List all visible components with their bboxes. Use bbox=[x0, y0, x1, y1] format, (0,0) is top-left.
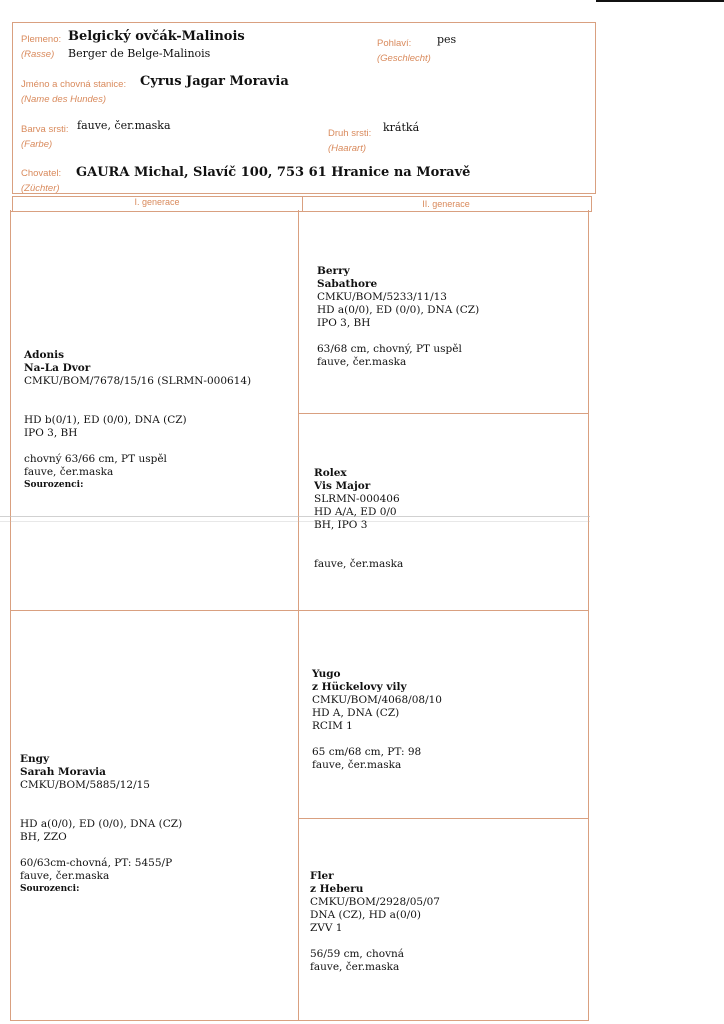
breed-label bbox=[21, 34, 61, 60]
dam-health: HD a(0/0), ED (0/0), DNA (CZ) bbox=[20, 818, 183, 830]
breeder-label-de: (Züchter) bbox=[21, 183, 60, 194]
dam-entry bbox=[20, 753, 182, 896]
sire-entry bbox=[24, 349, 251, 492]
dam-dam-entry bbox=[310, 870, 440, 974]
grid-generation-divider bbox=[298, 210, 299, 1020]
dam-dam-name: Fler bbox=[310, 870, 334, 882]
gen1-heading: I. generace bbox=[134, 197, 180, 207]
sire-siblings-label: Sourozenci: bbox=[24, 480, 84, 490]
sex-label-de: (Geschlecht) bbox=[377, 53, 431, 64]
coat-label bbox=[328, 128, 371, 154]
sire-sire-name: Berry bbox=[317, 265, 350, 277]
color-value: fauve, čer.maska bbox=[77, 119, 171, 132]
grid-gen2-lower bbox=[298, 818, 589, 819]
sex-label-cz: Pohlaví: bbox=[377, 38, 412, 49]
sire-dam-name: Rolex bbox=[314, 467, 347, 479]
sire-dam-exams: BH, IPO 3 bbox=[314, 519, 368, 531]
scan-artifact-line bbox=[0, 521, 590, 522]
color-label-cz: Barva srsti: bbox=[21, 124, 69, 135]
dam-dam-exams: ZVV 1 bbox=[310, 922, 343, 934]
grid-bottom-border bbox=[10, 1020, 589, 1021]
sire-sire-size: 63/68 cm, chovný, PT uspěl bbox=[317, 343, 462, 355]
sire-color: fauve, čer.maska bbox=[24, 466, 114, 478]
scan-artifact-line bbox=[0, 516, 590, 517]
dam-sire-kennel: z Hückelovy vily bbox=[312, 681, 407, 693]
grid-left-border bbox=[10, 210, 11, 1020]
dam-sire-health: HD A, DNA (CZ) bbox=[312, 707, 400, 719]
grid-gen2-upper bbox=[298, 413, 589, 414]
dam-color: fauve, čer.maska bbox=[20, 870, 110, 882]
dam-dam-registration: CMKU/BOM/2928/05/07 bbox=[310, 896, 440, 908]
coat-label-cz: Druh srsti: bbox=[328, 128, 372, 139]
color-label bbox=[21, 124, 69, 150]
breeder-value: GAURA Michal, Slavíč 100, 753 61 Hranice na Moravě bbox=[76, 165, 471, 180]
sire-dam-entry bbox=[314, 467, 403, 571]
breed-value: Belgický ovčák-Malinois bbox=[68, 29, 245, 44]
breed-value-de: Berger de Belge-Malinois bbox=[68, 47, 211, 60]
sire-dam-health: HD A/A, ED 0/0 bbox=[314, 506, 397, 518]
sire-dam-kennel: Vis Major bbox=[314, 480, 371, 492]
coat-label-de: (Haarart) bbox=[328, 143, 367, 154]
dam-dam-health: DNA (CZ), HD a(0/0) bbox=[310, 909, 421, 921]
breeder-label bbox=[21, 168, 61, 194]
coat-value: krátká bbox=[383, 121, 420, 134]
dam-siblings-label: Sourozenci: bbox=[20, 884, 80, 894]
sire-registration: CMKU/BOM/7678/15/16 (SLRMN-000614) bbox=[24, 375, 252, 387]
name-label bbox=[21, 79, 126, 105]
sire-dam-registration: SLRMN-000406 bbox=[314, 493, 400, 505]
grid-top-border bbox=[10, 211, 589, 212]
sire-sire-entry bbox=[317, 265, 479, 369]
breed-label-de: (Rasse) bbox=[21, 49, 55, 60]
name-label-de: (Name des Hundes) bbox=[21, 94, 107, 105]
sex-label bbox=[377, 38, 431, 64]
dam-dam-kennel: z Heberu bbox=[310, 883, 364, 895]
dam-sire-entry bbox=[312, 668, 442, 772]
dam-sire-registration: CMKU/BOM/4068/08/10 bbox=[312, 694, 442, 706]
sex-value: pes bbox=[437, 33, 457, 46]
sire-dam-color: fauve, čer.maska bbox=[314, 558, 404, 570]
sire-exams: IPO 3, BH bbox=[24, 427, 78, 439]
sire-name: Adonis bbox=[24, 349, 65, 361]
dog-name-value: Cyrus Jagar Moravia bbox=[140, 74, 289, 89]
dam-size: 60/63cm-chovná, PT: 5455/P bbox=[20, 857, 173, 869]
dam-sire-exams: RCIM 1 bbox=[312, 720, 353, 732]
sire-sire-health: HD a(0/0), ED (0/0), DNA (CZ) bbox=[317, 304, 480, 316]
dam-kennel: Sarah Moravia bbox=[20, 766, 106, 778]
name-label-cz: Jméno a chovná stanice: bbox=[21, 79, 127, 90]
dam-dam-color: fauve, čer.maska bbox=[310, 961, 400, 973]
sire-sire-color: fauve, čer.maska bbox=[317, 356, 407, 368]
grid-gen1-middle bbox=[10, 610, 589, 611]
sire-sire-exams: IPO 3, BH bbox=[317, 317, 371, 329]
scan-edge-line bbox=[596, 0, 724, 2]
dam-registration: CMKU/BOM/5885/12/15 bbox=[20, 779, 150, 791]
grid-right-border bbox=[588, 210, 589, 1020]
breed-label-cz: Plemeno: bbox=[21, 34, 62, 45]
dam-sire-color: fauve, čer.maska bbox=[312, 759, 402, 771]
sire-sire-registration: CMKU/BOM/5233/11/13 bbox=[317, 291, 447, 303]
sire-size: chovný 63/66 cm, PT uspěl bbox=[24, 453, 167, 465]
dam-name: Engy bbox=[20, 753, 50, 765]
dam-sire-name: Yugo bbox=[312, 668, 341, 680]
sire-sire-kennel: Sabathore bbox=[317, 278, 378, 290]
gen-header-divider bbox=[302, 196, 303, 212]
sire-kennel: Na-La Dvor bbox=[24, 362, 91, 374]
gen2-heading: II. generace bbox=[422, 199, 470, 209]
sire-health: HD b(0/1), ED (0/0), DNA (CZ) bbox=[24, 414, 187, 426]
dam-dam-size: 56/59 cm, chovná bbox=[310, 948, 405, 960]
dam-exams: BH, ZZO bbox=[20, 831, 67, 843]
color-label-de: (Farbe) bbox=[21, 139, 53, 150]
breeder-label-cz: Chovatel: bbox=[21, 168, 62, 179]
dam-sire-size: 65 cm/68 cm, PT: 98 bbox=[312, 746, 422, 758]
